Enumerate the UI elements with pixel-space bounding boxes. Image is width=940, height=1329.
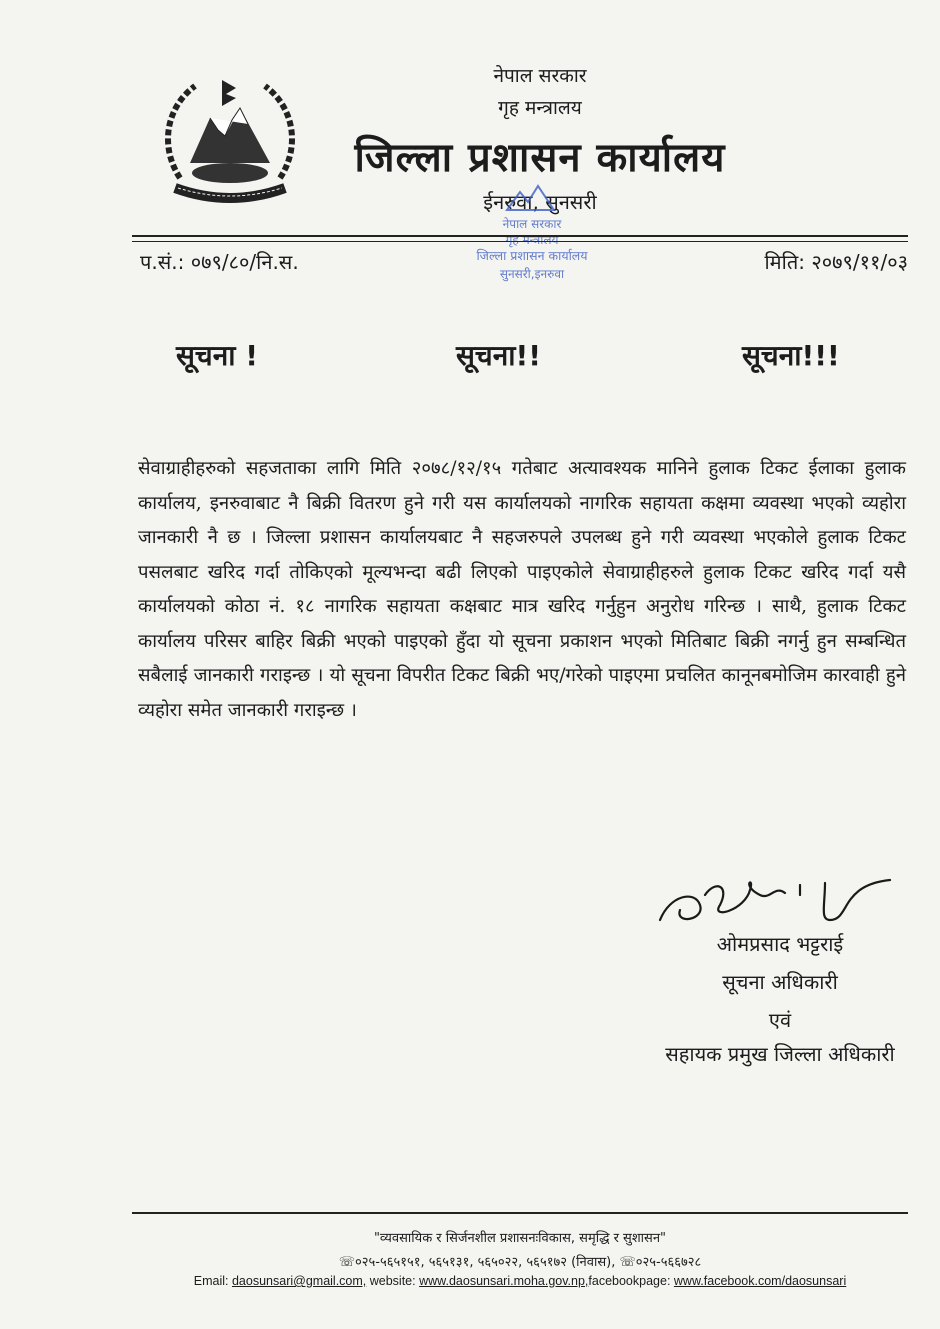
stamp-line-1: नेपाल सरकार — [502, 217, 562, 231]
office-location: ईनरुवा, सुनसरी — [483, 190, 597, 214]
stamp-line-3: जिल्ला प्रशासन कार्यालय — [476, 248, 588, 263]
notice-heading-3: सूचना!!! — [742, 339, 840, 372]
footer-phones: ☏०२५-५६५१५१, ५६५१३१, ५६५०२२, ५६५१७२ (निवास), ☏०२५-५६६७२८ — [338, 1255, 702, 1270]
stamp-line-4: सुनसरी,इनरुवा — [499, 267, 565, 281]
website-label: website: — [369, 1274, 416, 1288]
footer-motto: "व्यवसायिक र सिर्जनशील प्रशासनःविकास, समृद्धि र सुशासन" — [373, 1231, 667, 1246]
email-label: Email: — [193, 1274, 229, 1288]
email-link[interactable]: daosunsari@gmail.com, — [231, 1274, 367, 1288]
office-title: जिल्ला प्रशासन कार्यालय — [354, 135, 726, 181]
footer-contact — [140, 1274, 900, 1288]
document-date: मिति: २०७९/११/०३ — [764, 250, 908, 274]
nepal-emblem-icon — [150, 58, 310, 218]
signatory-conjunction: एवं — [768, 1008, 792, 1032]
footer-divider — [132, 1212, 908, 1214]
notice-body: सेवाग्राहीहरुको सहजताका लागि मिति २०७८/१२/१५ गतेबाट अत्यावश्यक मानिने हुलाक टिकट ईलाका हुलाक कार्यालय, इनरुवाबाट नै बिक्री वितरण हुने गरी यस कार्यालयको नागरिक सहायता कक्षमा व्यवस्था भएको व्यहोरा जानकारी नै छ । जिल्ला प्रशासन कार्यालयबाट नै सहजरुपले उपलब्ध हुने गरी व्यवस्था भएकोले हुलाक टिकट पसलबाट खरिद गर्दा तोकिएको मूल्यभन्दा बढी लिएको पाइएकोले सेवाग्राहीहरुले हुलाक टिकट खरिद गर्दा यसै कार्यालयको कोठा नं. १८ नागरिक सहायता कक्षबाट मात्र खरिद गर्नुहुन अनुरोध गरिन्छ । साथै, हुलाक टिकट कार्यालय परिसर बाहिर बिक्री भएको पाइएको हुँदा यो सूचना प्रकाशन भएको मितिबाट बिक्री नगर्नु हुन सम्बन्धित सबैलाई जानकारी गराइन्छ । यो सूचना विपरीत टिकट बिक्री भए/गरेको पाइएमा प्रचलित कानूनबमोजिम कारवाही हुने व्यहोरा समेत जानकारी गराइन्छ । — [138, 458, 906, 721]
stamp-line-2: गृह मन्त्रालय — [505, 233, 559, 247]
signatory-name: ओमप्रसाद भट्टराई — [716, 932, 844, 956]
notice-heading-1: सूचना ! — [176, 339, 259, 372]
government-name: नेपाल सरकार — [493, 65, 587, 87]
ministry-name: गृह मन्त्रालय — [498, 97, 582, 119]
signatory-title-2: सहायक प्रमुख जिल्ला अधिकारी — [665, 1042, 895, 1066]
website-link[interactable]: www.daosunsari.moha.gov.np, — [419, 1274, 589, 1288]
facebook-label: facebookpage: — [588, 1274, 671, 1288]
notice-heading-2: सूचना!! — [456, 339, 542, 372]
header-divider-thin — [132, 241, 908, 242]
reference-number: प.सं.: ०७९/८०/नि.स. — [140, 250, 299, 274]
office-stamp — [462, 158, 602, 298]
facebook-link[interactable]: www.facebook.com/daosunsari — [673, 1274, 847, 1288]
header-divider — [132, 235, 908, 237]
signatory-title: सूचना अधिकारी — [722, 970, 838, 994]
